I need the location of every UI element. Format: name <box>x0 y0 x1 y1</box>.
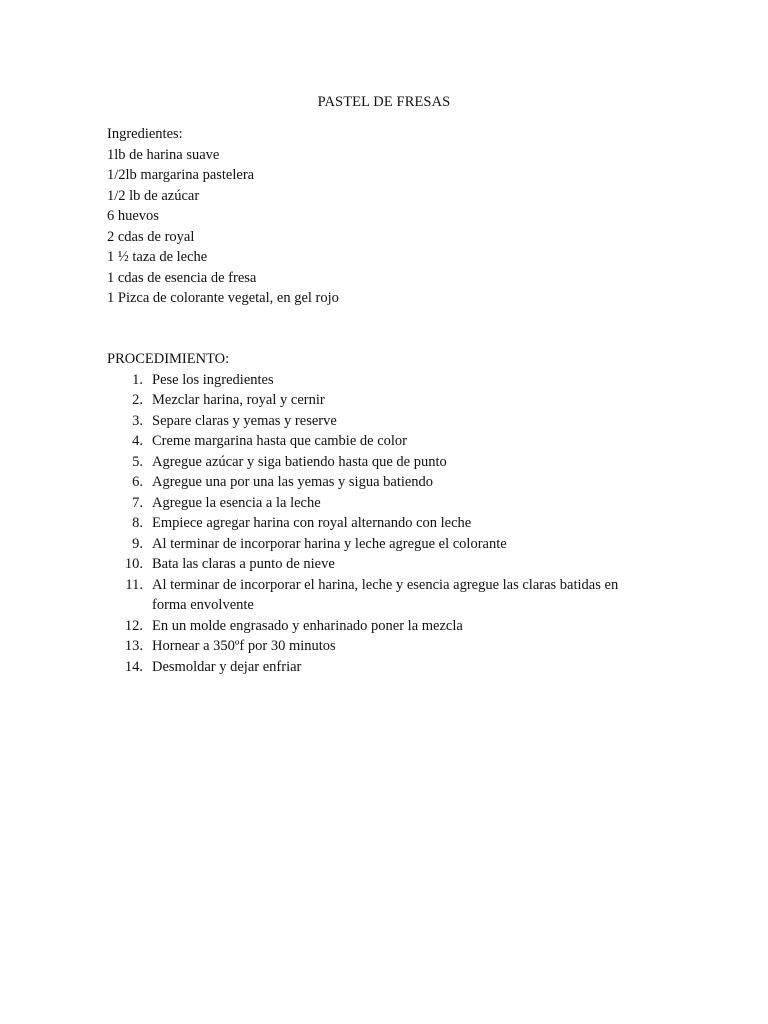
procedure-section <box>107 349 667 677</box>
ingredients-section <box>107 124 707 309</box>
ingredient-item: 2 cdas de royal <box>107 228 195 245</box>
step-text: Pese los ingredientes <box>152 371 274 388</box>
step-number: 7. <box>132 494 143 511</box>
step-number: 1. <box>132 371 143 388</box>
step-text: Hornear a 350ºf por 30 minutos <box>152 638 336 654</box>
step-text: Agregue azúcar y siga batiendo hasta que de punto <box>152 453 447 470</box>
ingredient-item: 1 Pizca de colorante vegetal, en gel rojo <box>107 290 339 306</box>
step-text: Al terminar de incorporar el harina, leche y esencia agregue las claras batidas en forma envolvente <box>152 576 619 613</box>
step-number: 12. <box>124 617 143 634</box>
step-number: 8. <box>132 515 143 531</box>
step-text: Creme margarina hasta que cambie de color <box>152 433 407 449</box>
procedure-step <box>107 493 667 514</box>
step-number: 2. <box>132 392 143 408</box>
step-number: 14. <box>124 658 143 675</box>
step-text: Al terminar de incorporar harina y leche agregue el colorante <box>152 535 507 552</box>
step-text: Bata las claras a punto de nieve <box>152 556 335 572</box>
procedure-step <box>107 636 667 657</box>
procedure-step <box>107 575 667 616</box>
step-text: Agregue una por una las yemas y sigua batiendo <box>152 474 434 490</box>
step-number: 6. <box>132 474 143 490</box>
ingredient-item: 1 ½ taza de leche <box>107 249 208 265</box>
procedure-heading: PROCEDIMIENTO: <box>107 351 230 367</box>
procedure-step <box>107 657 667 678</box>
step-number: 13. <box>124 638 143 654</box>
procedure-step <box>107 513 667 534</box>
procedure-steps-list <box>107 370 667 678</box>
procedure-step <box>107 472 667 493</box>
page-title: PASTEL DE FRESAS <box>317 94 451 110</box>
step-text: En un molde engrasado y enharinado poner la mezcla <box>152 617 463 634</box>
step-text: Empiece agregar harina con royal alternando con leche <box>152 515 472 531</box>
procedure-step <box>107 390 667 411</box>
ingredient-item: 1/2 lb de azúcar <box>107 187 200 204</box>
step-text: Agregue la esencia a la leche <box>152 494 321 511</box>
procedure-step <box>107 554 667 575</box>
ingredient-item: 1lb de harina suave <box>107 146 220 163</box>
step-number: 3. <box>132 412 143 429</box>
procedure-step <box>107 616 667 637</box>
step-text: Separe claras y yemas y reserve <box>152 412 337 429</box>
ingredients-heading: Ingredientes: <box>107 126 183 142</box>
ingredient-item: 1/2lb margarina pastelera <box>107 167 255 183</box>
procedure-step <box>107 431 667 452</box>
step-number: 11. <box>125 576 143 593</box>
step-number: 4. <box>132 433 143 449</box>
step-number: 9. <box>132 535 143 552</box>
step-number: 5. <box>132 453 143 470</box>
step-text: Desmoldar y dejar enfriar <box>152 658 302 675</box>
step-number: 10. <box>124 556 143 572</box>
procedure-step <box>107 452 667 473</box>
step-text: Mezclar harina, royal y cernir <box>152 392 325 408</box>
ingredient-item: 6 huevos <box>107 208 159 224</box>
ingredient-item: 1 cdas de esencia de fresa <box>107 269 257 286</box>
procedure-step <box>107 411 667 432</box>
procedure-step <box>107 370 667 391</box>
procedure-step <box>107 534 667 555</box>
